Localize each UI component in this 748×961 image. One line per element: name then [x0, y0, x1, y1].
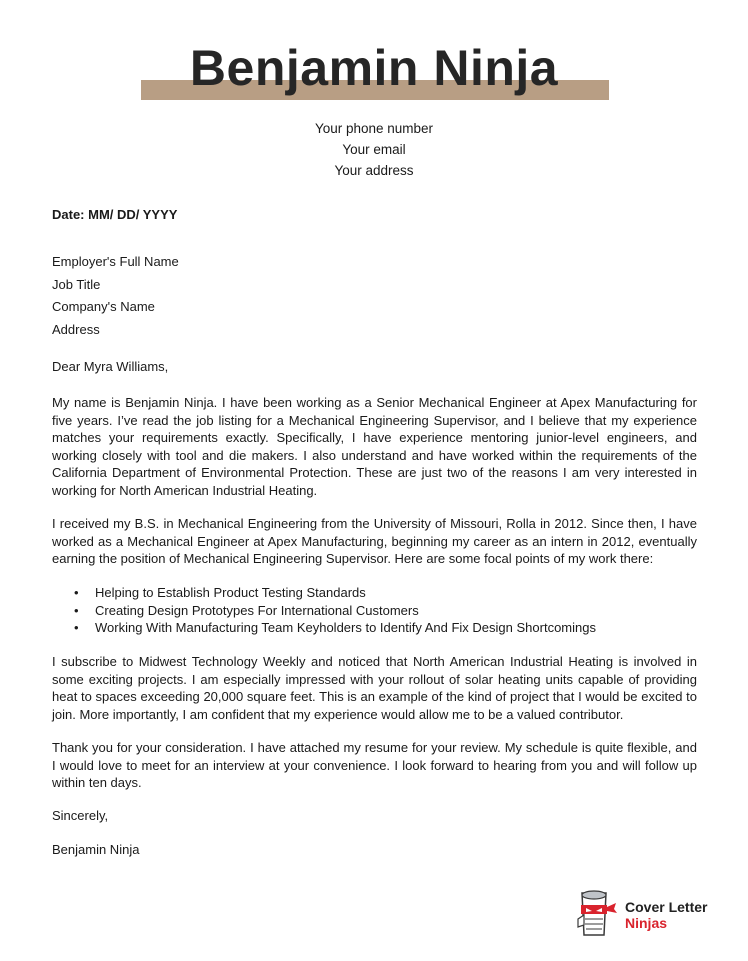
applicant-name: Benjamin Ninja: [189, 40, 559, 96]
salutation: Dear Myra Williams,: [52, 359, 169, 374]
logo-line-1: Cover Letter: [625, 899, 708, 915]
date-line: Date: MM/ DD/ YYYY: [52, 207, 178, 222]
logo-line-2: Ninjas: [625, 915, 668, 931]
list-item: • Helping to Establish Product Testing Standards: [52, 584, 697, 602]
address-line: Your address: [334, 163, 414, 178]
body-paragraph-2: I received my B.S. in Mechanical Engineering from the University of Missouri, Rolla in 2012. Since then, I have worked as a Mechanical Engineer at Apex Manufacturing, beginning my career as an intern in 2012, eventually earning the position of Mechanical Engineering Supervisor. Here are some focal points of my work there:: [52, 516, 697, 566]
list-item: • Working With Manufacturing Team Keyholders to Identify And Fix Design Shortcomings: [52, 619, 697, 637]
logo-wordmark: [625, 899, 707, 931]
contact-block: [0, 118, 748, 181]
body-paragraph-3: I subscribe to Midwest Technology Weekly and noticed that North American Industrial Heating is involved in some exciting projects. I am especially impressed with your rollout of solar heating units capable of providing heat to spaces exceeding 20,000 square feet. This is an example of the kind of project that I would be excited to join. More importantly, I am confident that my experience would allow me to be a valued contributor.: [52, 654, 697, 722]
employer-job-title: Job Title: [52, 276, 101, 292]
employer-address: Address: [52, 321, 100, 337]
list-item: • Creating Design Prototypes For International Customers: [52, 602, 697, 620]
employer-company: Company's Name: [52, 299, 155, 314]
email-line: Your email: [342, 142, 406, 157]
focal-points-list: [52, 584, 697, 637]
body-paragraph-4: Thank you for your consideration. I have attached my resume for your review. My schedule is quite flexible, and I would love to meet for an interview at your convenience. I look forward to hearing from you and will follow up within ten days.: [52, 740, 697, 790]
body-paragraph-1: My name is Benjamin Ninja. I have been working as a Senior Mechanical Engineer at Apex Manufacturing for five years. I’ve read the job listing for a Mechanical Engineering Supervisor, and I believe that my experience matches your requirements exactly. Specifically, I have experience mentoring junior-level engineers, and working closely with tool and die makers. I also understand and have worked within the requirements of the California Department of Environmental Protection. These are just two of the reasons I am very interested in working for North American Industrial Heating.: [52, 395, 697, 498]
brand-logo: [574, 889, 724, 937]
ninja-mascot-icon: [574, 889, 618, 937]
employer-name: Employer's Full Name: [52, 254, 179, 269]
closing: Sincerely,: [52, 808, 109, 823]
signature-name: Benjamin Ninja: [52, 842, 140, 857]
employer-block: [52, 251, 179, 341]
phone-line: Your phone number: [314, 121, 434, 136]
